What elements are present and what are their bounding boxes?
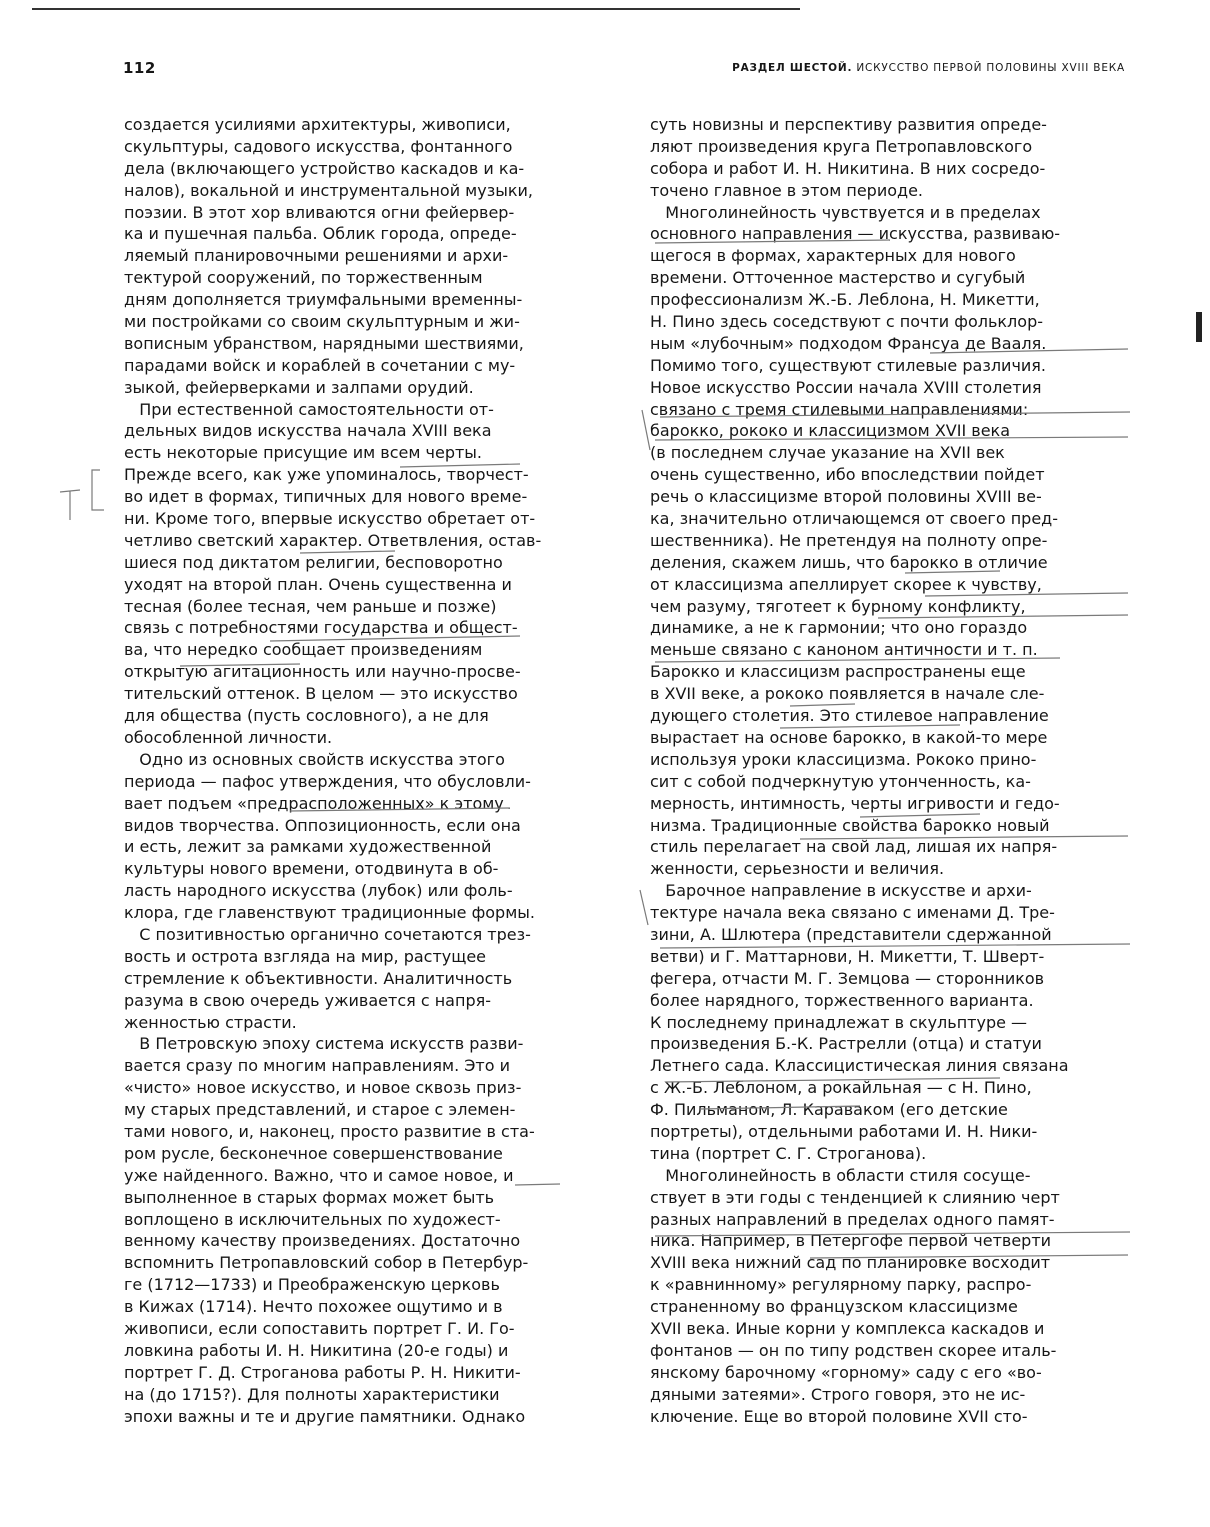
text-line: щегося в формах, характерных для нового bbox=[650, 246, 1016, 266]
text-line: дельных видов искусства начала XVIII века bbox=[124, 421, 492, 441]
text-line: в Кижах (1714). Нечто похожее ощутимо и в bbox=[124, 1297, 503, 1317]
text-line: ствует в эти годы с тенденцией к слиянию черт bbox=[650, 1187, 1060, 1207]
text-line: тесная (более тесная, чем раньше и позже) bbox=[124, 596, 497, 616]
text-line: дела (включающего устройство каскадов и ка- bbox=[124, 158, 525, 178]
text-line: зыкой, фейерверками и залпами орудий. bbox=[124, 377, 474, 397]
left-text-column bbox=[124, 114, 602, 1427]
text-line: портрет Г. Д. Строганова работы Р. Н. Никити- bbox=[124, 1362, 521, 1382]
text-line: Помимо того, существуют стилевые различия. bbox=[650, 355, 1047, 375]
text-line: более нарядного, торжественного варианта. bbox=[650, 990, 1034, 1010]
text-line: Одно из основных свойств искусства этого bbox=[124, 749, 505, 769]
text-line: низма. Традиционные свойства барокко новый bbox=[650, 815, 1050, 835]
text-line: открытую агитационность или научно-просве- bbox=[124, 662, 521, 682]
text-line: на (до 1715?). Для полноты характеристики bbox=[124, 1384, 500, 1404]
text-line: Летнего сада. Классицистическая линия связана bbox=[650, 1056, 1069, 1076]
margin-tick-2 bbox=[640, 890, 648, 925]
text-line: очень существенно, ибо впоследствии пойдет bbox=[650, 465, 1045, 485]
text-line: К последнему принадлежат в скульптуре — bbox=[650, 1012, 1028, 1032]
text-line: меньше связано с каноном античности и т. п. bbox=[650, 640, 1038, 660]
page-number: 112 bbox=[123, 59, 156, 77]
text-line: для общества (пусть сословного), а не для bbox=[124, 706, 489, 726]
text-line: во идет в формах, типичных для нового време- bbox=[124, 487, 528, 507]
text-line: речь о классицизме второй половины XVIII ве- bbox=[650, 487, 1042, 507]
text-line: «чисто» новое искусство, и новое сквозь приз- bbox=[124, 1078, 522, 1098]
text-line: тами нового, и, наконец, просто развитие в ста- bbox=[124, 1121, 535, 1141]
text-line: сит с собой подчеркнутую утонченность, ка- bbox=[650, 771, 1031, 791]
text-line: женностью страсти. bbox=[124, 1012, 297, 1032]
text-line: есть некоторые присущие им всем черты. bbox=[124, 443, 483, 463]
text-line: клора, где главенствуют традиционные формы. bbox=[124, 903, 535, 923]
text-line: шественника). Не претендуя на полноту опре- bbox=[650, 530, 1048, 550]
text-line: ляемый планировочными решениями и архи- bbox=[124, 246, 509, 266]
text-line: уходят на второй план. Очень существенна и bbox=[124, 574, 512, 594]
text-line: выполненное в старых формах может быть bbox=[124, 1187, 495, 1207]
text-line: поэзии. В этот хор вливаются огни фейервер- bbox=[124, 202, 515, 222]
text-line: ге (1712—1733) и Преображенскую церковь bbox=[124, 1275, 500, 1295]
text-line: страненному во французском классицизме bbox=[650, 1297, 1018, 1317]
text-line: мерность, интимность, черты игривости и гедо- bbox=[650, 793, 1060, 813]
text-line: вырастает на основе барокко, в какой-то мере bbox=[650, 727, 1048, 747]
text-line: произведения Б.-К. Растрелли (отца) и статуи bbox=[650, 1034, 1042, 1054]
running-header bbox=[732, 62, 1125, 74]
text-line: барокко, рококо и классицизмом XVII века bbox=[650, 421, 1010, 441]
text-line: ника. Например, в Петергофе первой четверти bbox=[650, 1231, 1052, 1251]
text-line: живописи, если сопоставить портрет Г. И. Го- bbox=[124, 1318, 515, 1338]
text-line: зини, А. Шлютера (представители сдержанной bbox=[650, 924, 1052, 944]
text-line: женности, серьезности и величия. bbox=[650, 859, 945, 879]
text-line: ключение. Еще во второй половине XVII сто- bbox=[650, 1406, 1028, 1426]
text-line: ветви) и Г. Маттарнови, Н. Микетти, Т. Шверт- bbox=[650, 946, 1045, 966]
page-top-rule bbox=[32, 8, 800, 10]
text-line: связь с потребностями государства и общест- bbox=[124, 618, 518, 638]
text-line: вает подъем «предрасположенных» к этому bbox=[124, 793, 504, 813]
text-line: используя уроки классицизма. Рококо прино- bbox=[650, 749, 1037, 769]
running-header-section: РАЗДЕЛ ШЕСТОЙ. bbox=[732, 62, 853, 74]
text-line: Ф. Пильманом, Л. Караваком (его детские bbox=[650, 1100, 1008, 1120]
text-line: вость и острота взгляда на мир, растущее bbox=[124, 946, 486, 966]
margin-mark-t bbox=[60, 490, 80, 520]
text-line: В Петровскую эпоху система искусств разви- bbox=[124, 1034, 524, 1054]
text-line: XVII века. Иные корни у комплекса каскадов и bbox=[650, 1318, 1045, 1338]
text-line: разных направлений в пределах одного памят- bbox=[650, 1209, 1055, 1229]
text-line: видов творчества. Оппозиционность, если она bbox=[124, 815, 521, 835]
text-line: фегера, отчасти М. Г. Земцова — сторонников bbox=[650, 968, 1045, 988]
margin-bracket-left bbox=[92, 470, 104, 510]
text-line: эпохи важны и те и другие памятники. Однако bbox=[124, 1406, 526, 1426]
text-line: стиль перелагает на свой лад, лишая их напря- bbox=[650, 837, 1058, 857]
text-line: с Ж.-Б. Леблоном, а рокайльная — с Н. Пино, bbox=[650, 1078, 1032, 1098]
text-line: к «равнинному» регулярному парку, распро- bbox=[650, 1275, 1032, 1295]
text-line: дяными затеями». Строго говоря, это не ис- bbox=[650, 1384, 1026, 1404]
text-line: разума в свою очередь уживается с напря- bbox=[124, 990, 491, 1010]
text-line: парадами войск и кораблей в сочетании с му- bbox=[124, 355, 516, 375]
text-line: тектуре начала века связано с именами Д. Тре- bbox=[650, 903, 1055, 923]
text-line: Новое искусство России начала XVIII столетия bbox=[650, 377, 1042, 397]
text-line: ловкина работы И. Н. Никитина (20-е годы) и bbox=[124, 1340, 509, 1360]
text-line: вспомнить Петропавловский собор в Петербур- bbox=[124, 1253, 529, 1273]
text-line: ва, что нередко сообщает произведениям bbox=[124, 640, 483, 660]
text-line: ми постройками со своим скульптурным и жи- bbox=[124, 312, 520, 332]
text-line: скульптуры, садового искусства, фонтанного bbox=[124, 136, 513, 156]
text-line: При естественной самостоятельности от- bbox=[124, 399, 494, 419]
text-line: дующего столетия. Это стилевое направление bbox=[650, 706, 1049, 726]
text-line: тина (портрет С. Г. Строганова). bbox=[650, 1143, 927, 1163]
text-line: уже найденного. Важно, что и самое новое, и bbox=[124, 1165, 514, 1185]
text-line: чем разуму, тяготеет к бурному конфликту, bbox=[650, 596, 1026, 616]
text-line: от классицизма апеллирует скорее к чувству, bbox=[650, 574, 1042, 594]
text-line: ни. Кроме того, впервые искусство обретает от- bbox=[124, 509, 536, 529]
margin-tick-1 bbox=[642, 410, 650, 450]
text-line: Н. Пино здесь соседствуют с почти фольклор- bbox=[650, 312, 1043, 332]
text-line: С позитивностью органично сочетаются трез- bbox=[124, 924, 531, 944]
text-line: профессионализм Ж.-Б. Леблона, Н. Микетти, bbox=[650, 290, 1040, 310]
text-line: ным «лубочным» подходом Франсуа де Вааля. bbox=[650, 333, 1047, 353]
text-line: (в последнем случае указание на XVII век bbox=[650, 443, 1005, 463]
text-line: шиеся под диктатом религии, бесповоротно bbox=[124, 552, 503, 572]
text-line: деления, скажем лишь, что барокко в отличие bbox=[650, 552, 1048, 572]
text-line: ка, значительно отличающемся от своего пред- bbox=[650, 509, 1059, 529]
text-line: четливо светский характер. Ответвления, остав- bbox=[124, 530, 542, 550]
text-line: воплощено в исключительных по художест- bbox=[124, 1209, 501, 1229]
text-line: Многолинейность в области стиля сосуще- bbox=[650, 1165, 1031, 1185]
text-line: Многолинейность чувствуется и в пределах bbox=[650, 202, 1041, 222]
text-line: дням дополняется триумфальными временны- bbox=[124, 290, 523, 310]
text-line: культуры нового времени, отодвинута в об- bbox=[124, 859, 499, 879]
page-edge-tab bbox=[1196, 312, 1202, 342]
text-line: и есть, лежит за рамками художественной bbox=[124, 837, 492, 857]
text-line: связано с тремя стилевыми направлениями: bbox=[650, 399, 1029, 419]
text-line: Прежде всего, как уже упоминалось, творчест- bbox=[124, 465, 529, 485]
text-line: Барокко и классицизм распространены еще bbox=[650, 662, 1026, 682]
text-line: в XVII веке, а рококо появляется в начале сле- bbox=[650, 684, 1045, 704]
text-line: динамике, а не к гармонии; что оно гораздо bbox=[650, 618, 1028, 638]
text-line: XVIII века нижний сад по планировке восходит bbox=[650, 1253, 1051, 1273]
text-line: ром русле, бесконечное совершенствование bbox=[124, 1143, 503, 1163]
text-line: времени. Отточенное мастерство и сугубый bbox=[650, 268, 1026, 288]
text-line: вописным убранством, нарядными шествиями, bbox=[124, 333, 524, 353]
text-line: налов), вокальной и инструментальной музыки, bbox=[124, 180, 534, 200]
text-line: Барочное направление в искусстве и архи- bbox=[650, 881, 1032, 901]
text-line: стремление к объективности. Аналитичность bbox=[124, 968, 513, 988]
text-line: венному качеству произведениях. Достаточно bbox=[124, 1231, 521, 1251]
right-text-column bbox=[650, 114, 1130, 1427]
text-line: тектурой сооружений, по торжественным bbox=[124, 268, 483, 288]
text-line: ка и пушечная пальба. Облик города, опреде- bbox=[124, 224, 517, 244]
text-line: фонтанов — он по типу родствен скорее италь- bbox=[650, 1340, 1057, 1360]
text-line: янскому барочному «горному» саду с его «во- bbox=[650, 1362, 1042, 1382]
text-line: ляют произведения круга Петропавловского bbox=[650, 136, 1033, 156]
text-line: периода — пафос утверждения, что обусловли- bbox=[124, 771, 531, 791]
running-header-title: ИСКУССТВО ПЕРВОЙ ПОЛОВИНЫ XVIII ВЕКА bbox=[852, 62, 1125, 74]
text-line: суть новизны и перспективу развития опреде- bbox=[650, 115, 1047, 134]
text-line: собора и работ И. Н. Никитина. В них сосредо- bbox=[650, 158, 1046, 178]
text-line: точено главное в этом периоде. bbox=[650, 180, 923, 200]
text-line: му старых представлений, и старое с элемен- bbox=[124, 1100, 516, 1120]
text-line: вается сразу по многим направлениям. Это и bbox=[124, 1056, 511, 1076]
text-line: портреты), отдельными работами И. Н. Ники- bbox=[650, 1121, 1038, 1141]
text-line: основного направления — искусства, развиваю- bbox=[650, 224, 1061, 244]
text-line: создается усилиями архитектуры, живописи, bbox=[124, 115, 511, 134]
text-line: обособленной личности. bbox=[124, 727, 333, 747]
text-line: ласть народного искусства (лубок) или фоль- bbox=[124, 881, 513, 901]
text-line: тительский оттенок. В целом — это искусство bbox=[124, 684, 518, 704]
